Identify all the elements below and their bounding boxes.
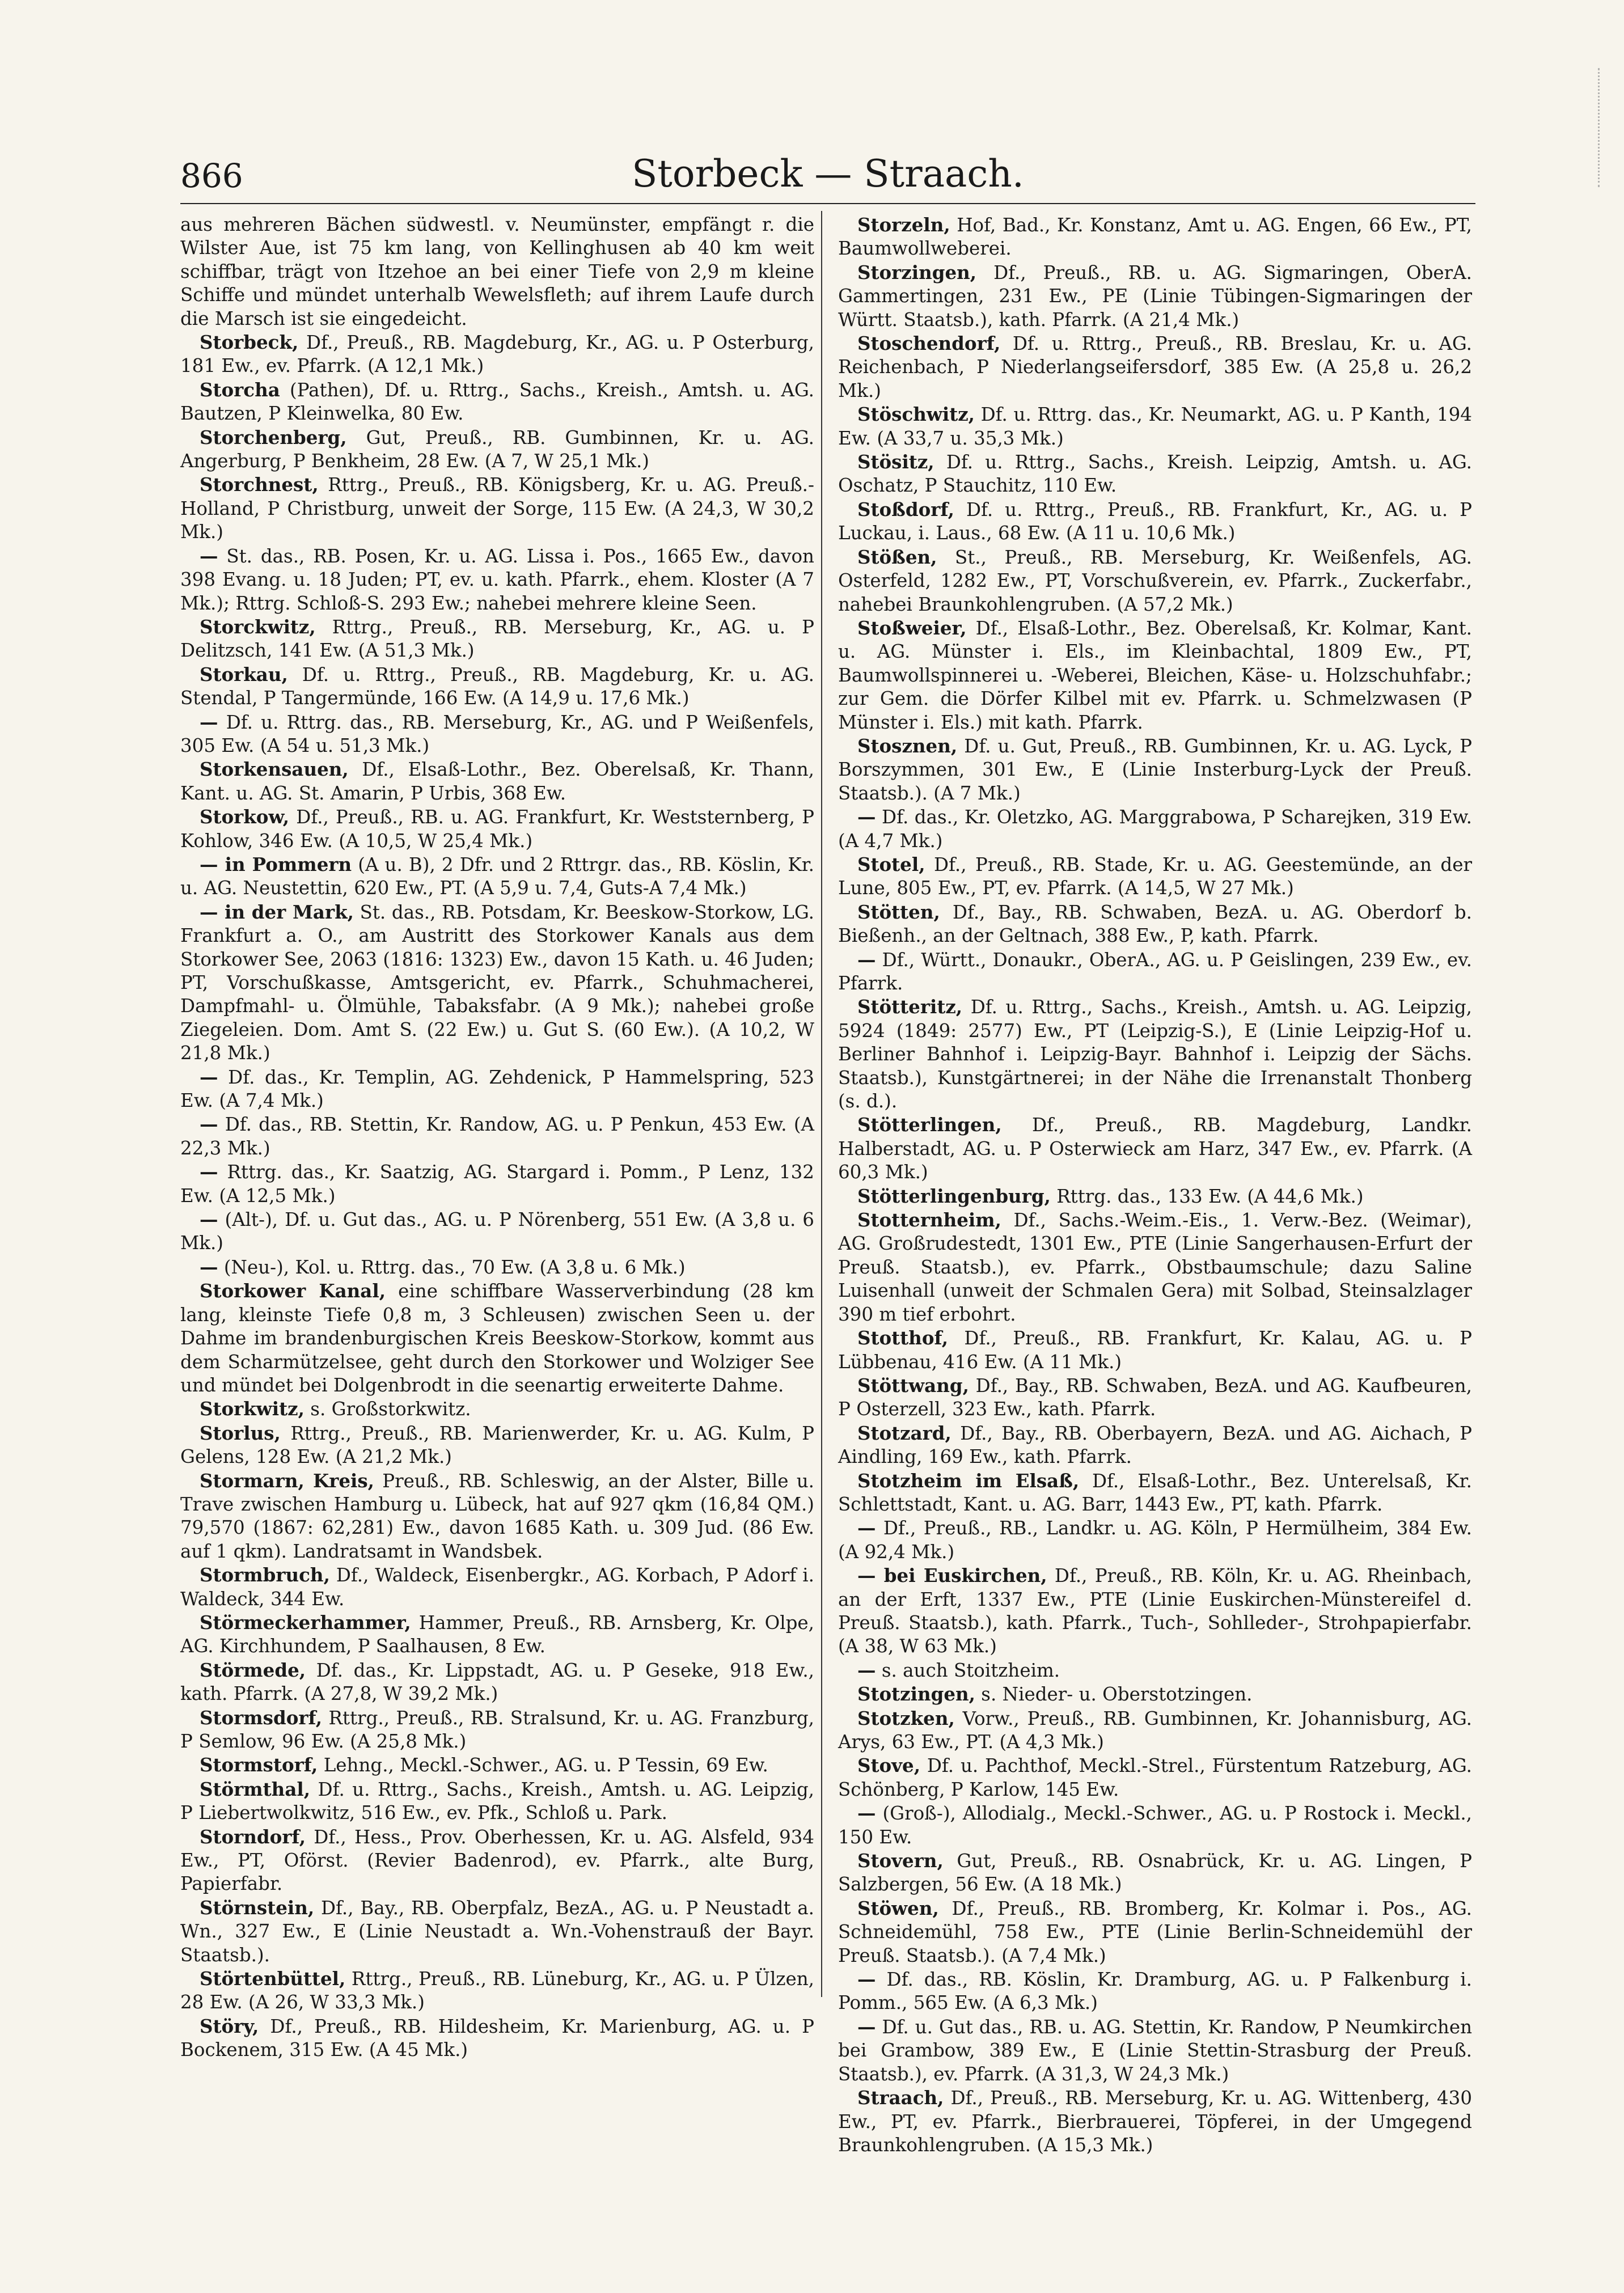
entry-headword: — in der Mark, bbox=[200, 900, 354, 923]
entry-text: Df., Preuß., RB. Frankfurt, Kr. Kalau, AG. u. P Lübbenau, 416 Ew. (A 11 Mk.) bbox=[838, 1327, 1472, 1373]
entry-headword: — bbox=[857, 1659, 876, 1681]
entry-headword: Störtenbüttel, bbox=[200, 1968, 346, 1990]
entry-headword: — bbox=[200, 1161, 218, 1183]
gazetteer-entry bbox=[838, 1564, 1472, 1659]
gazetteer-entry bbox=[838, 900, 1472, 948]
gazetteer-entry bbox=[180, 473, 814, 544]
entry-text: Df., Preuß., RB. Köln, Kr. u. AG. Rheinbach, an der Erft, 1337 Ew., PTE (Linie Euskirchen-Münstereifel d. Preuß. Staatsb.), kath. Pfarrk., Tuch-, Sohlleder-, Strohpapierfabr. (A 38, W 63 Mk.) bbox=[838, 1565, 1472, 1657]
entry-headword: — bbox=[857, 1802, 876, 1825]
entry-headword: Storzeln, bbox=[857, 214, 950, 236]
entry-text: Df. u. Rttrg., Sachs., Kreish. Leipzig, Amtsh. u. AG. Oschatz, P Stauchitz, 110 Ew. bbox=[838, 451, 1472, 497]
entry-text: Rttrg., Preuß., RB. Lüneburg, Kr., AG. u. P Ülzen, 28 Ew. (A 26, W 33,3 Mk.) bbox=[180, 1968, 814, 2013]
entry-text: Df. u. Gut das., RB. u. AG. Stettin, Kr. Randow, P Neumkirchen bei Grambow, 389 Ew., E (Linie Stettin-Strasburg der Preuß. Staatsb.), ev. Pfarrk. (A 31,3, W 24,3 Mk.) bbox=[838, 2016, 1472, 2085]
entry-headword: Stovern, bbox=[857, 1850, 944, 1872]
column-divider bbox=[821, 211, 822, 1997]
entry-headword: Stotternheim, bbox=[857, 1209, 1001, 1232]
entry-text: Hammer, Preuß., RB. Arnsberg, Kr. Olpe, AG. Kirchhundem, P Saalhausen, 8 Ew. bbox=[180, 1611, 814, 1657]
entry-headword: Stoschendorf, bbox=[857, 332, 1001, 355]
gazetteer-entry bbox=[180, 1778, 814, 1825]
gazetteer-entry bbox=[838, 948, 1472, 996]
page-header bbox=[180, 152, 1475, 204]
entry-headword: Stotzheim im Elsaß, bbox=[857, 1469, 1080, 1492]
gazetteer-entry bbox=[838, 1897, 1472, 1968]
entry-headword: Stotzken, bbox=[857, 1707, 955, 1729]
entry-headword: Storkwitz, bbox=[200, 1398, 304, 1420]
gazetteer-entry bbox=[838, 1849, 1472, 1897]
gazetteer-entry bbox=[838, 1374, 1472, 1422]
entry-text: (Groß-), Allodialg., Meckl.-Schwer., AG. u. P Rostock i. Meckl., 150 Ew. bbox=[838, 1803, 1472, 1848]
entry-headword: Storlus, bbox=[200, 1422, 281, 1444]
gazetteer-entry bbox=[180, 1065, 814, 1113]
entry-text: Df. u. Rttrg., Preuß., RB. Frankfurt, Kr., AG. u. P Luckau, i. Laus., 68 Ew. (A 11 u. 10,6 Mk.) bbox=[838, 498, 1472, 544]
gazetteer-entry bbox=[180, 663, 814, 710]
entry-headword: Stotel, bbox=[857, 853, 925, 875]
entry-headword: Stösitz, bbox=[857, 451, 934, 473]
entry-text: St. das., RB. Potsdam, Kr. Beeskow-Storkow, LG. Frankfurt a. O., am Austritt des Storkower Kanals aus dem Storkower See, 2063 (1816: 1323) Ew., davon 15 Kath. u. 46 Juden; PT, Vorschußkasse, Amtsgericht, ev. Pfarrk., Schuhmacherei, Dampfmahl- u. Ölmühle, Tabaksfabr. (A 9 Mk.); nahebei große Ziegeleien. Dom. Amt S. (22 Ew.) u. Gut S. (60 Ew.). (A 10,2, W 21,8 Mk.) bbox=[180, 901, 814, 1064]
entry-text: (Alt-), Df. u. Gut das., AG. u. P Nörenberg, 551 Ew. (A 3,8 u. 6 Mk.) bbox=[180, 1209, 814, 1254]
entry-text: Rttrg. das., 133 Ew. (A 44,6 Mk.) bbox=[1056, 1185, 1364, 1207]
entry-text: Df. das., Kr. Lippstadt, AG. u. P Geseke, 918 Ew., kath. Pfarrk. (A 27,8, W 39,2 Mk.) bbox=[180, 1659, 814, 1705]
entry-headword: Stotthof, bbox=[857, 1327, 949, 1349]
entry-text: Rttrg., Preuß., RB. Königsberg, Kr. u. AG. Preuß.-Holland, P Christburg, unweit der Sorge, 115 Ew. (A 24,3, W 30,2 Mk.) bbox=[180, 474, 814, 543]
gazetteer-entry bbox=[180, 1469, 814, 1564]
entry-text: Df. u. Pachthof, Meckl.-Strel., Fürstentum Ratzeburg, AG. Schönberg, P Karlow, 145 Ew. bbox=[838, 1755, 1472, 1800]
gazetteer-entry bbox=[180, 1753, 814, 1777]
entry-text: Df., Elsaß-Lothr., Bez. Oberelsaß, Kr. Kolmar, Kant. u. AG. Münster i. Els., im Kleinbachtal, 1809 Ew., PT, Baumwollspinnerei u. -Weberei, Bleichen, Käse- u. Holzschuhfabr.; zur Gem. die Dörfer Kilbel mit ev. Pfarrk. u. Schmelzwasen (P Münster i. Els.) mit kath. Pfarrk. bbox=[838, 617, 1472, 733]
entry-text: (A u. B), 2 Dfr. und 2 Rttrgr. das., RB. Köslin, Kr. u. AG. Neustettin, 620 Ew., PT. (A 5,9 u. 7,4, Guts-A 7,4 Mk.) bbox=[180, 853, 814, 899]
gazetteer-entry bbox=[838, 1754, 1472, 1801]
entry-text: Rttrg., Preuß., RB. Marienwerder, Kr. u. AG. Kulm, P Gelens, 128 Ew. (A 21,2 Mk.) bbox=[180, 1422, 814, 1468]
entry-headword: Straach, bbox=[857, 2087, 944, 2109]
entry-headword: Storchnest, bbox=[200, 473, 319, 496]
entry-text: (Neu-), Kol. u. Rttrg. das., 70 Ew. (A 3,8 u. 6 Mk.) bbox=[223, 1256, 686, 1278]
entry-text: Df. u. Rttrg. das., RB. Merseburg, Kr., AG. und P Weißenfels, 305 Ew. (A 54 u. 51,3 Mk.) bbox=[180, 711, 814, 756]
entry-headword: Storckwitz, bbox=[200, 615, 316, 638]
gazetteer-entry bbox=[180, 1160, 814, 1208]
gazetteer-entry bbox=[838, 1968, 1472, 2015]
page-number: 866 bbox=[180, 156, 243, 195]
gazetteer-entry bbox=[180, 615, 814, 663]
entry-headword: Stormstorf, bbox=[200, 1754, 318, 1776]
gazetteer-entry bbox=[838, 853, 1472, 900]
gazetteer-entry bbox=[180, 758, 814, 805]
gazetteer-entry bbox=[180, 378, 814, 426]
gazetteer-entry bbox=[838, 734, 1472, 805]
entry-text: Df., Preuß., RB. Hildesheim, Kr. Marienburg, AG. u. P Bockenem, 315 Ew. (A 45 Mk.) bbox=[180, 2015, 814, 2061]
gazetteer-entry bbox=[180, 1422, 814, 1469]
entry-headword: Storkow, bbox=[200, 806, 290, 828]
entry-headword: Störmthal, bbox=[200, 1778, 311, 1800]
entry-text: Df., Preuß., RB. Magdeburg, Landkr. Halberstadt, AG. u. P Osterwieck am Harz, 347 Ew., ev. Pfarrk. (A 60,3 Mk.) bbox=[838, 1114, 1472, 1183]
gazetteer-entry bbox=[180, 213, 814, 331]
entry-headword: Stormarn, Kreis, bbox=[200, 1469, 374, 1492]
entry-headword: Storndorf, bbox=[200, 1825, 306, 1848]
scan-edge-artifact bbox=[1582, 68, 1600, 187]
entry-headword: Stötten, bbox=[857, 900, 940, 923]
gazetteer-entry bbox=[180, 1659, 814, 1706]
gazetteer-entry bbox=[838, 1516, 1472, 1564]
gazetteer-entry bbox=[180, 1896, 814, 1967]
entry-headword: Storzingen, bbox=[857, 261, 977, 284]
entry-text: Df. u. Rttrg., Sachs., Kreish., Amtsh. u. AG. Leipzig, 5924 (1849: 2577) Ew., PT (Leipzig-S.), E (Linie Leipzig-Hof u. Berliner Bahnhof i. Leipzig-Bayr. Bahnhof i. Leipzig der Sächs. Staatsb.), Kunstgärtnerei; in der Nähe die Irrenanstalt Thonberg (s. d.). bbox=[838, 996, 1472, 1112]
gazetteer-entry bbox=[180, 2015, 814, 2062]
entry-headword: Storbeck, bbox=[200, 331, 299, 354]
gazetteer-entry bbox=[838, 616, 1472, 734]
gazetteer-entry bbox=[180, 1825, 814, 1896]
entry-headword: Stötteritz, bbox=[857, 996, 963, 1018]
entry-headword: Storkensauen, bbox=[200, 758, 349, 781]
entry-text: Gut, Preuß., RB. Osnabrück, Kr. u. AG. Lingen, P Salzbergen, 56 Ew. (A 18 Mk.) bbox=[838, 1850, 1472, 1896]
entry-headword: — bei Euskirchen, bbox=[857, 1564, 1047, 1587]
entry-text: Df. u. Rttrg., Sachs., Kreish., Amtsh. u. AG. Leipzig, P Liebertwolkwitz, 516 Ew., ev. Pfk., Schloß u. Park. bbox=[180, 1778, 814, 1824]
entry-headword: Störmeckerhammer, bbox=[200, 1611, 411, 1634]
gazetteer-entry bbox=[838, 1326, 1472, 1374]
entry-text: Df., Elsaß-Lothr., Bez. Oberelsaß, Kr. Thann, Kant. u. AG. St. Amarin, P Urbis, 368 Ew. bbox=[180, 759, 814, 804]
entry-text: Df. das., Kr. Oletzko, AG. Marggrabowa, P Scharejken, 319 Ew. (A 4,7 Mk.) bbox=[838, 806, 1472, 852]
entry-text: Df., Bay., RB. Oberbayern, BezA. und AG. Aichach, P Aindling, 169 Ew., kath. Pfarrk. bbox=[838, 1422, 1472, 1468]
gazetteer-entry bbox=[180, 544, 814, 615]
gazetteer-entry bbox=[180, 1255, 814, 1279]
gazetteer-entry bbox=[838, 1682, 1472, 1706]
entry-text: Df. das., RB. Köslin, Kr. Dramburg, AG. u. P Falkenburg i. Pomm., 565 Ew. (A 6,3 Mk.) bbox=[838, 1969, 1472, 2014]
gazetteer-entry bbox=[838, 1113, 1472, 1184]
entry-text: Hof, Bad., Kr. Konstanz, Amt u. AG. Engen, 66 Ew., PT, Baumwollweberei. bbox=[838, 214, 1472, 260]
gazetteer-entry bbox=[838, 1659, 1472, 1682]
entry-headword: — bbox=[200, 1065, 218, 1088]
gazetteer-entry bbox=[838, 261, 1472, 332]
gazetteer-entry bbox=[838, 545, 1472, 616]
entry-headword: — bbox=[857, 1517, 876, 1539]
gazetteer-entry bbox=[838, 2086, 1472, 2157]
entry-text: (Pathen), Df. u. Rttrg., Sachs., Kreish., Amtsh. u. AG. Bautzen, P Kleinwelka, 80 Ew. bbox=[180, 379, 814, 425]
entry-text: Df., Bay., RB. Oberpfalz, BezA., AG. u. P Neustadt a. Wn., 327 Ew., E (Linie Neustadt a. Wn.-Vohenstrauß der Bayr. Staatsb.). bbox=[180, 1897, 814, 1966]
entry-headword: Stosznen, bbox=[857, 734, 958, 757]
gazetteer-entry bbox=[180, 331, 814, 378]
entry-headword: Storkower Kanal, bbox=[200, 1280, 386, 1302]
entry-headword: — bbox=[200, 1208, 218, 1231]
entry-text: Df., Württ., Donaukr., OberA., AG. u. P Geislingen, 239 Ew., ev. Pfarrk. bbox=[838, 949, 1472, 994]
entry-text: Df. das., Kr. Templin, AG. Zehdenick, P Hammelspring, 523 Ew. (A 7,4 Mk.) bbox=[180, 1066, 814, 1112]
gazetteer-entry bbox=[838, 1801, 1472, 1849]
entry-text: Rttrg., Preuß., RB. Stralsund, Kr. u. AG. Franzburg, P Semlow, 96 Ew. (A 25,8 Mk.) bbox=[180, 1707, 814, 1752]
entry-text: Df. u. Rttrg. das., Kr. Neumarkt, AG. u. P Kanth, 194 Ew. (A 33,7 u. 35,3 Mk.) bbox=[838, 404, 1472, 449]
entry-headword: — bbox=[857, 948, 876, 971]
gazetteer-entry bbox=[180, 426, 814, 473]
entry-text: s. Nieder- u. Oberstotzingen. bbox=[981, 1683, 1253, 1706]
entry-text: eine schiffbare Wasserverbindung (28 km lang, kleinste Tiefe 0,8 m, 3 Schleusen) zwischen Seen u. der Dahme im brandenburgischen Kreis Beeskow-Storkow, kommt aus dem Scharmützelsee, geht durch den Storkower und Wolziger See und mündet bei Dolgenbrodt in die seenartig erweiterte Dahme. bbox=[180, 1280, 814, 1396]
entry-headword: Stotzingen, bbox=[857, 1683, 975, 1706]
entry-headword: Störnstein, bbox=[200, 1896, 315, 1919]
entry-headword: Stötterlingenburg, bbox=[857, 1184, 1051, 1207]
entry-text: St., Preuß., RB. Merseburg, Kr. Weißenfels, AG. Osterfeld, 1282 Ew., PT, Vorschußverein, ev. Pfarrk., Zuckerfabr., nahebei Braunkohlengruben. (A 57,2 Mk.) bbox=[838, 546, 1472, 615]
gazetteer-entry bbox=[838, 805, 1472, 853]
entry-text: Df., Preuß., RB. u. AG. Frankfurt, Kr. Weststernberg, P Kohlow, 346 Ew. (A 10,5, W 25,4 Mk.) bbox=[180, 806, 814, 852]
entry-headword: Storcha bbox=[200, 378, 280, 401]
entry-headword: Stormbruch, bbox=[200, 1564, 330, 1587]
gazetteer-entry bbox=[838, 1707, 1472, 1754]
entry-headword: — in Pommern bbox=[200, 853, 352, 875]
entry-text: Df., Bay., RB. Schwaben, BezA. u. AG. Oberdorf b. Bießenh., an der Geltnach, 388 Ew., P, kath. Pfarrk. bbox=[838, 901, 1472, 947]
entry-text: Gut, Preuß., RB. Gumbinnen, Kr. u. AG. Angerburg, P Benkheim, 28 Ew. (A 7, W 25,1 Mk.) bbox=[180, 426, 814, 472]
entry-text: Df. u. Gut, Preuß., RB. Gumbinnen, Kr. u. AG. Lyck, P Borszymmen, 301 Ew., E (Linie Insterburg-Lyck der Preuß. Staatsb.). (A 7 Mk.) bbox=[838, 735, 1472, 804]
entry-text: Vorw., Preuß., RB. Gumbinnen, Kr. Johannisburg, AG. Arys, 63 Ew., PT. (A 4,3 Mk.) bbox=[838, 1707, 1472, 1753]
entry-headword: Storchenberg, bbox=[200, 426, 347, 449]
gazetteer-entry bbox=[838, 450, 1472, 498]
entry-text: St. das., RB. Posen, Kr. u. AG. Lissa i. Pos., 1665 Ew., davon 398 Evang. u. 18 Juden; PT, ev. u. kath. Pfarrk., ehem. Kloster (A 7 Mk.); Rttrg. Schloß-S. 293 Ew.; nahebei mehrere kleine Seen. bbox=[180, 545, 814, 614]
gazetteer-entry bbox=[180, 853, 814, 900]
gazetteer-entry bbox=[838, 332, 1472, 403]
entry-text: Df., Preuß., RB. Magdeburg, Kr., AG. u. P Osterburg, 181 Ew., ev. Pfarrk. (A 12,1 Mk.) bbox=[180, 332, 814, 377]
gazetteer-entry bbox=[180, 1112, 814, 1160]
entry-text: Df., Preuß., RB. Bromberg, Kr. Kolmar i. Pos., AG. Schneidemühl, 758 Ew., PTE (Linie Berlin-Schneidemühl der Preuß. Staatsb.). (A 7,4 Mk.) bbox=[838, 1897, 1472, 1966]
entry-headword: — bbox=[200, 710, 218, 733]
entry-headword: Störy, bbox=[200, 2015, 259, 2037]
gazetteer-entry bbox=[180, 1706, 814, 1754]
entry-text: Rttrg., Preuß., RB. Merseburg, Kr., AG. u. P Delitzsch, 141 Ew. (A 51,3 Mk.) bbox=[180, 616, 814, 662]
gazetteer-entry bbox=[838, 1422, 1472, 1469]
gazetteer-entry bbox=[838, 1184, 1472, 1208]
gazetteer-entry bbox=[180, 1967, 814, 2015]
gazetteer-entry bbox=[838, 1469, 1472, 1517]
gazetteer-entry bbox=[180, 1611, 814, 1659]
left-column bbox=[180, 213, 814, 2062]
gazetteer-entry bbox=[838, 498, 1472, 545]
gazetteer-entry bbox=[180, 1397, 814, 1421]
entry-text: Df., Bay., RB. Schwaben, BezA. und AG. Kaufbeuren, P Osterzell, 323 Ew., kath. Pfarrk. bbox=[838, 1374, 1472, 1420]
entry-text: s. auch Stoitzheim. bbox=[881, 1659, 1060, 1681]
entry-headword: — bbox=[200, 544, 218, 567]
entry-headword: Stormsdorf, bbox=[200, 1706, 323, 1729]
entry-headword: Stötterlingen, bbox=[857, 1114, 1002, 1136]
entry-headword: Stoßdorf, bbox=[857, 498, 954, 521]
entry-headword: Stoßweier, bbox=[857, 616, 967, 639]
entry-headword: — bbox=[857, 806, 876, 828]
entry-text: Df., Waldeck, Eisenbergkr., AG. Korbach, P Adorf i. Waldeck, 344 Ew. bbox=[180, 1564, 814, 1610]
entry-headword: Stöschwitz, bbox=[857, 403, 975, 426]
entry-text: Df., Sachs.-Weim.-Eis., 1. Verw.-Bez. (Weimar), AG. Großrudestedt, 1301 Ew., PTE (Linie Sangerhausen-Erfurt der Preuß. Staatsb.), ev. Pfarrk., Obstbaumschule; dazu Saline Luisenhall (unweit der Schmalen Gera) mit Solbad, Steinsalzlager 390 m tief erbohrt. bbox=[838, 1209, 1472, 1325]
entry-headword: — bbox=[857, 1968, 876, 1991]
entry-text: Df. u. Rttrg., Preuß., RB. Magdeburg, Kr. u. AG. Stendal, P Tangermünde, 166 Ew. (A 14,9 u. 17,6 Mk.) bbox=[180, 663, 814, 709]
entry-text: aus mehreren Bächen südwestl. v. Neumünster, empfängt r. die Wilster Aue, ist 75 km lang, von Kellinghusen ab 40 km weit schiffbar, trägt von Itzehoe an bei einer Tiefe von 2,9 m kleine Schiffe und mündet unterhalb Wewelsfleth; auf ihrem Laufe durch die Marsch ist sie eingedeicht. bbox=[180, 214, 814, 329]
entry-headword: Stöwen, bbox=[857, 1897, 939, 1919]
entry-headword: — bbox=[200, 1255, 218, 1278]
gazetteer-entry bbox=[180, 805, 814, 853]
entry-headword: Stößen, bbox=[857, 545, 937, 568]
entry-headword: — bbox=[200, 1113, 218, 1136]
entry-text: s. Großstorkwitz. bbox=[310, 1398, 471, 1420]
entry-text: Df., Hess., Prov. Oberhessen, Kr. u. AG. Alsfeld, 934 Ew., PT, Oförst. (Revier Badenrod), ev. Pfarrk., alte Burg, Papierfabr. bbox=[180, 1826, 814, 1895]
entry-headword: Störmede, bbox=[200, 1659, 306, 1681]
entry-text: Df., Preuß., RB. Stade, Kr. u. AG. Geestemünde, an der Lune, 805 Ew., PT, ev. Pfarrk. (A 14,5, W 27 Mk.) bbox=[838, 853, 1472, 899]
entry-text: Df., Elsaß-Lothr., Bez. Unterelsaß, Kr. Schlettstadt, Kant. u. AG. Barr, 1443 Ew., PT, kath. Pfarrk. bbox=[838, 1470, 1472, 1515]
entry-headword: Stöttwang, bbox=[857, 1374, 969, 1397]
gazetteer-entry bbox=[180, 710, 814, 758]
entry-text: Df., Preuß., RB., Landkr. u. AG. Köln, P Hermülheim, 384 Ew. (A 92,4 Mk.) bbox=[838, 1517, 1472, 1563]
gazetteer-entry bbox=[180, 900, 814, 1065]
entry-headword: Storkau, bbox=[200, 663, 288, 686]
running-title: Storbeck — Straach. bbox=[632, 152, 1024, 196]
gazetteer-entry bbox=[838, 1208, 1472, 1326]
entry-text: Rttrg. das., Kr. Saatzig, AG. Stargard i. Pomm., P Lenz, 132 Ew. (A 12,5 Mk.) bbox=[180, 1161, 814, 1207]
entry-text: Df. das., RB. Stettin, Kr. Randow, AG. u. P Penkun, 453 Ew. (A 22,3 Mk.) bbox=[180, 1114, 814, 1159]
gazetteer-entry bbox=[180, 1563, 814, 1611]
right-column bbox=[838, 213, 1472, 2157]
gazetteer-entry bbox=[838, 213, 1472, 261]
gazetteer-entry bbox=[180, 1279, 814, 1397]
entry-text: Df. u. Rttrg., Preuß., RB. Breslau, Kr. u. AG. Reichenbach, P Niederlangseifersdorf, 385 Ew. (A 25,8 u. 26,2 Mk.) bbox=[838, 333, 1472, 401]
entry-text: Lehng., Meckl.-Schwer., AG. u. P Tessin, 69 Ew. bbox=[323, 1754, 768, 1776]
gazetteer-entry bbox=[838, 2015, 1472, 2086]
entry-headword: Stove, bbox=[857, 1754, 921, 1777]
entry-text: Preuß., RB. Schleswig, an der Alster, Bille u. Trave zwischen Hamburg u. Lübeck, hat auf 927 qkm (16,84 QM.) 79,570 (1867: 62,281) Ew., davon 1685 Kath. u. 309 Jud. (86 Ew. auf 1 qkm). Landratsamt in Wandsbek. bbox=[180, 1470, 814, 1562]
entry-text: Df., Preuß., RB. Merseburg, Kr. u. AG. Wittenberg, 430 Ew., PT, ev. Pfarrk., Bierbrauerei, Töpferei, in der Umgegend Braunkohlengruben. (A 15,3 Mk.) bbox=[838, 2087, 1472, 2156]
entry-headword: Stotzard, bbox=[857, 1422, 951, 1444]
gazetteer-entry bbox=[838, 403, 1472, 450]
gazetteer-entry bbox=[838, 995, 1472, 1113]
gazetteer-entry bbox=[180, 1208, 814, 1255]
entry-headword: — bbox=[857, 2015, 876, 2038]
entry-text: Df., Preuß., RB. u. AG. Sigmaringen, OberA. Gammertingen, 231 Ew., PE (Linie Tübingen-Sigmaringen der Württ. Staatsb.), kath. Pfarrk. (A 21,4 Mk.) bbox=[838, 261, 1472, 331]
